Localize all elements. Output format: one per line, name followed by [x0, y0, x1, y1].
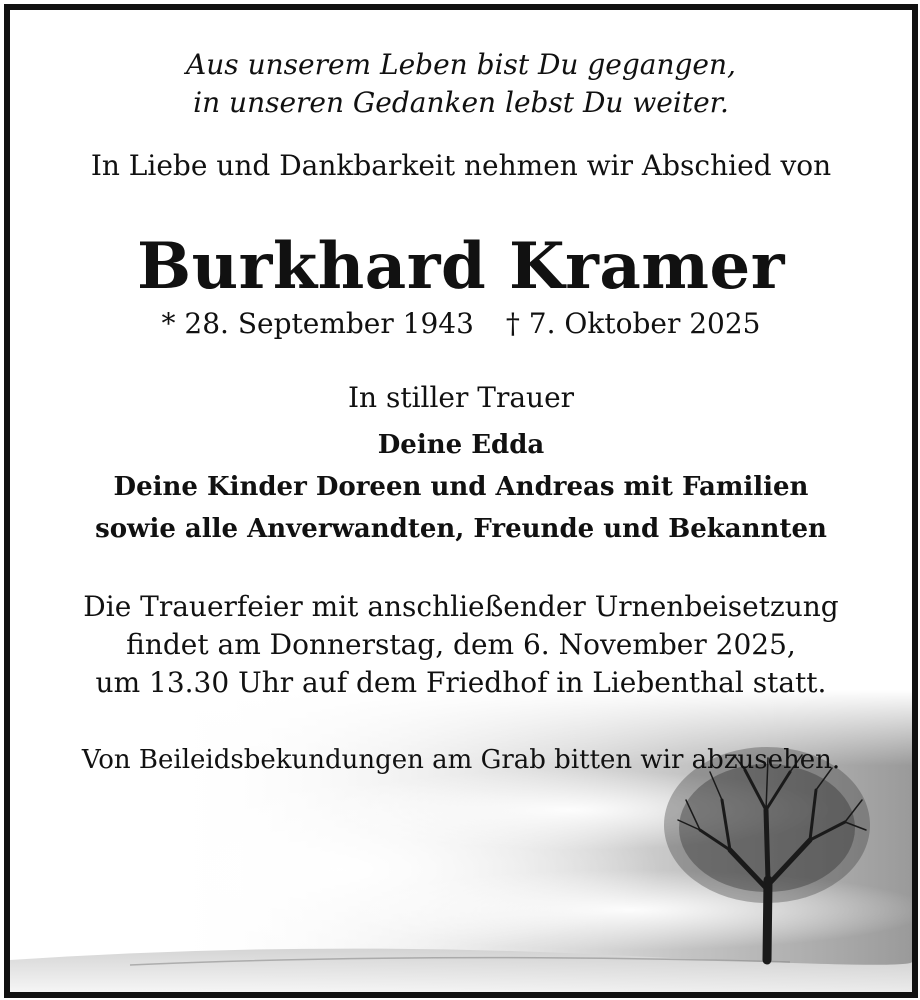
ceremony-line: findet am Donnerstag, dem 6. November 2025,	[126, 628, 796, 661]
life-dates	[10, 306, 912, 342]
obituary-frame	[4, 4, 918, 998]
ceremony-line: um 13.30 Uhr auf dem Friedhof in Liebenthal statt.	[95, 666, 827, 699]
motto	[10, 46, 912, 122]
ceremony-line: Die Trauerfeier mit anschließender Urnenbeisetzung	[83, 590, 839, 623]
birth-date: * 28. September 1943	[161, 307, 474, 340]
mourning-label: In stiller Trauer	[347, 381, 575, 414]
mourner-line: Deine Kinder Doreen und Andreas mit Familien	[113, 472, 809, 502]
mourners-list	[10, 424, 912, 550]
death-date: † 7. Oktober 2025	[505, 307, 761, 340]
mourner-line: Deine Edda	[377, 430, 545, 460]
ceremony-info	[10, 588, 912, 702]
obituary-content	[10, 10, 912, 778]
intro-text: In Liebe und Dankbarkeit nehmen wir Abschied von	[90, 149, 832, 182]
motto-line: in unseren Gedanken lebst Du weiter.	[193, 86, 729, 119]
mourner-line: sowie alle Anverwandten, Freunde und Bekannten	[95, 514, 827, 544]
condolence-note: Von Beileidsbekundungen am Grab bitten wir abzusehen.	[81, 745, 841, 775]
deceased-name: Burkhard Kramer	[137, 229, 785, 304]
motto-line: Aus unserem Leben bist Du gegangen,	[186, 48, 736, 81]
